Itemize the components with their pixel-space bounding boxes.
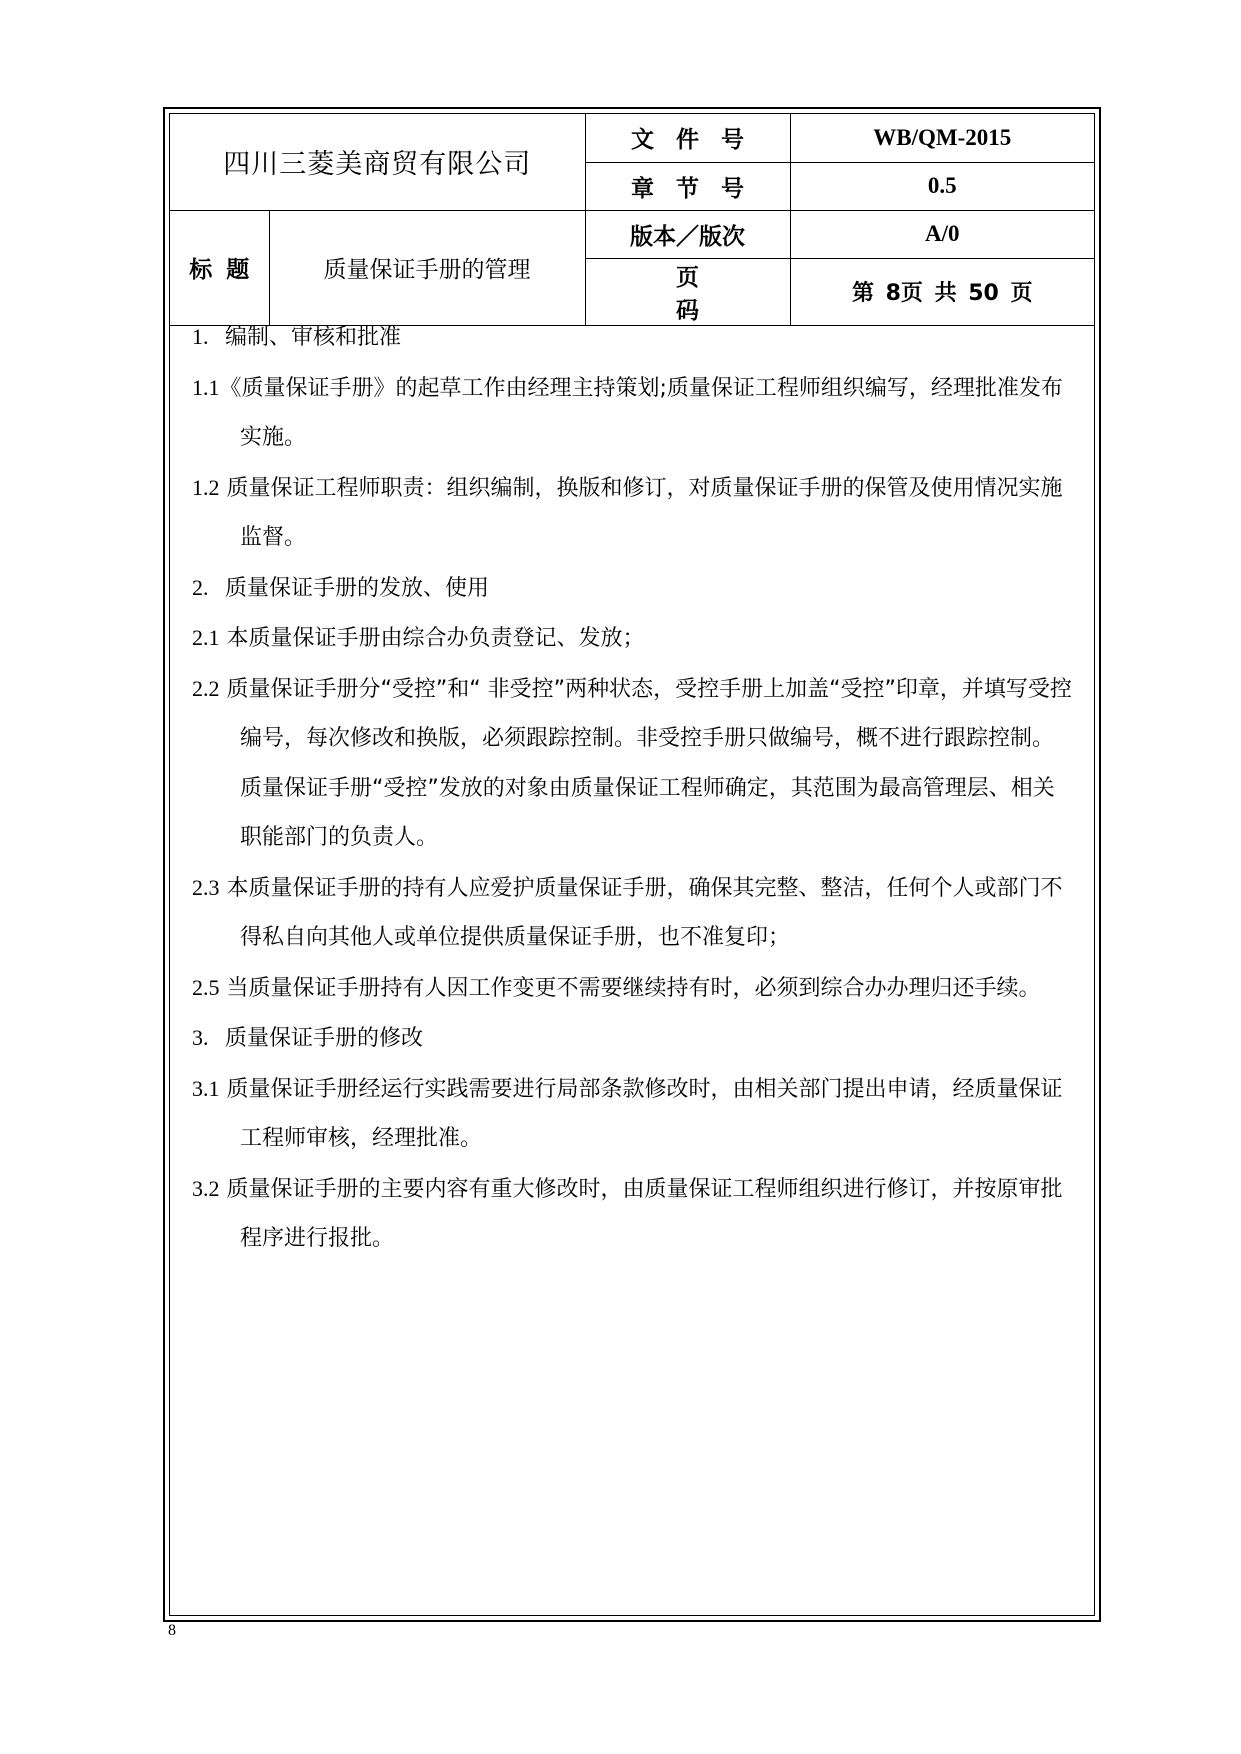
clause-number: 2.2 (192, 675, 220, 701)
clause-number: 1.2 (192, 474, 220, 500)
clause-number: 1. (192, 324, 209, 349)
clause-number: 2.3 (192, 874, 220, 900)
clause-2-2-continued (192, 764, 1076, 863)
clause-number: 3.2 (192, 1175, 220, 1201)
document-header-table (170, 114, 1094, 326)
clause-1-2 (192, 463, 1076, 563)
clause-text: 编制、审核和批准 (225, 325, 402, 350)
clause-2 (192, 563, 1076, 614)
doc-no-value: WB/QM-2015 (790, 114, 1094, 162)
clause-text: 当质量保证手册持有人因工作变更不需要继续持有时，必须到综合办办理归还手续。 (226, 975, 1041, 1001)
clause-number: 2. (192, 574, 209, 600)
page-value: 第 8页 共 50 页 (790, 258, 1094, 325)
clause-text: 质量保证手册分“受控”和“ 非受控”两种状态，受控手册上加盖“受控”印章，并填写受控编号，每次修改和换版，必须跟踪控制。非受控手册只做编号，概不进行跟踪控制。 (226, 676, 1072, 751)
clause-text: 质量保证手册的主要内容有重大修改时，由质量保证工程师组织进行修订，并按原审批程序进行报批。 (226, 1176, 1063, 1251)
clause-3-1 (192, 1064, 1076, 1164)
clause-text: 本质量保证手册由综合办负责登记、发放； (226, 626, 645, 651)
clause-2-2 (192, 664, 1076, 764)
clause-number: 3. (192, 1025, 209, 1050)
clause-text: 质量保证工程师职责：组织编制，换版和修订，对质量保证手册的保管及使用情况实施监督。 (226, 475, 1063, 550)
clause-2-1 (192, 613, 1076, 664)
clause-3 (192, 1013, 1076, 1064)
clause-number: 2.1 (192, 625, 220, 650)
clause-text: 《质量保证手册》的起草工作由经理主持策划;质量保证工程师组织编写，经理批准发布实施。 (219, 375, 1063, 450)
chapter-label: 章节号 (585, 162, 790, 210)
clause-text: 质量保证手册的修改 (225, 1026, 424, 1051)
title-label: 标题 (170, 210, 269, 325)
clause-1-1 (192, 363, 1076, 463)
document-frame (163, 107, 1101, 1622)
title-value: 质量保证手册的管理 (269, 210, 585, 325)
clause-text: 本质量保证手册的持有人应爱护质量保证手册，确保其完整、整洁，任何个人或部门不得私自向其他人或单位提供质量保证手册，也不准复印； (226, 875, 1063, 950)
document-body (170, 312, 1094, 1264)
clause-1 (192, 312, 1076, 363)
page-label: 页码 (585, 258, 790, 325)
clause-number: 1.1 (192, 374, 220, 400)
clause-2-5 (192, 963, 1076, 1014)
clause-number: 3.1 (192, 1075, 220, 1101)
clause-number: 2.5 (192, 974, 220, 1000)
chapter-value: 0.5 (790, 162, 1094, 210)
clause-text: 质量保证手册“受控”发放的对象由质量保证工程师确定，其范围为最高管理层、相关职能部门的负责人。 (240, 775, 1055, 850)
clause-3-2 (192, 1164, 1076, 1264)
document-inner-frame (169, 113, 1095, 1616)
clause-2-3 (192, 863, 1076, 963)
footer-page-number: 8 (168, 1622, 176, 1639)
doc-no-label: 文件号 (585, 114, 790, 162)
version-value: A/0 (790, 210, 1094, 258)
company-name: 四川三菱美商贸有限公司 (170, 114, 585, 210)
clause-text: 质量保证手册的发放、使用 (225, 575, 490, 601)
clause-text: 质量保证手册经运行实践需要进行局部条款修改时，由相关部门提出申请，经质量保证工程师审核，经理批准。 (226, 1076, 1063, 1151)
version-label: 版本／版次 (585, 210, 790, 258)
